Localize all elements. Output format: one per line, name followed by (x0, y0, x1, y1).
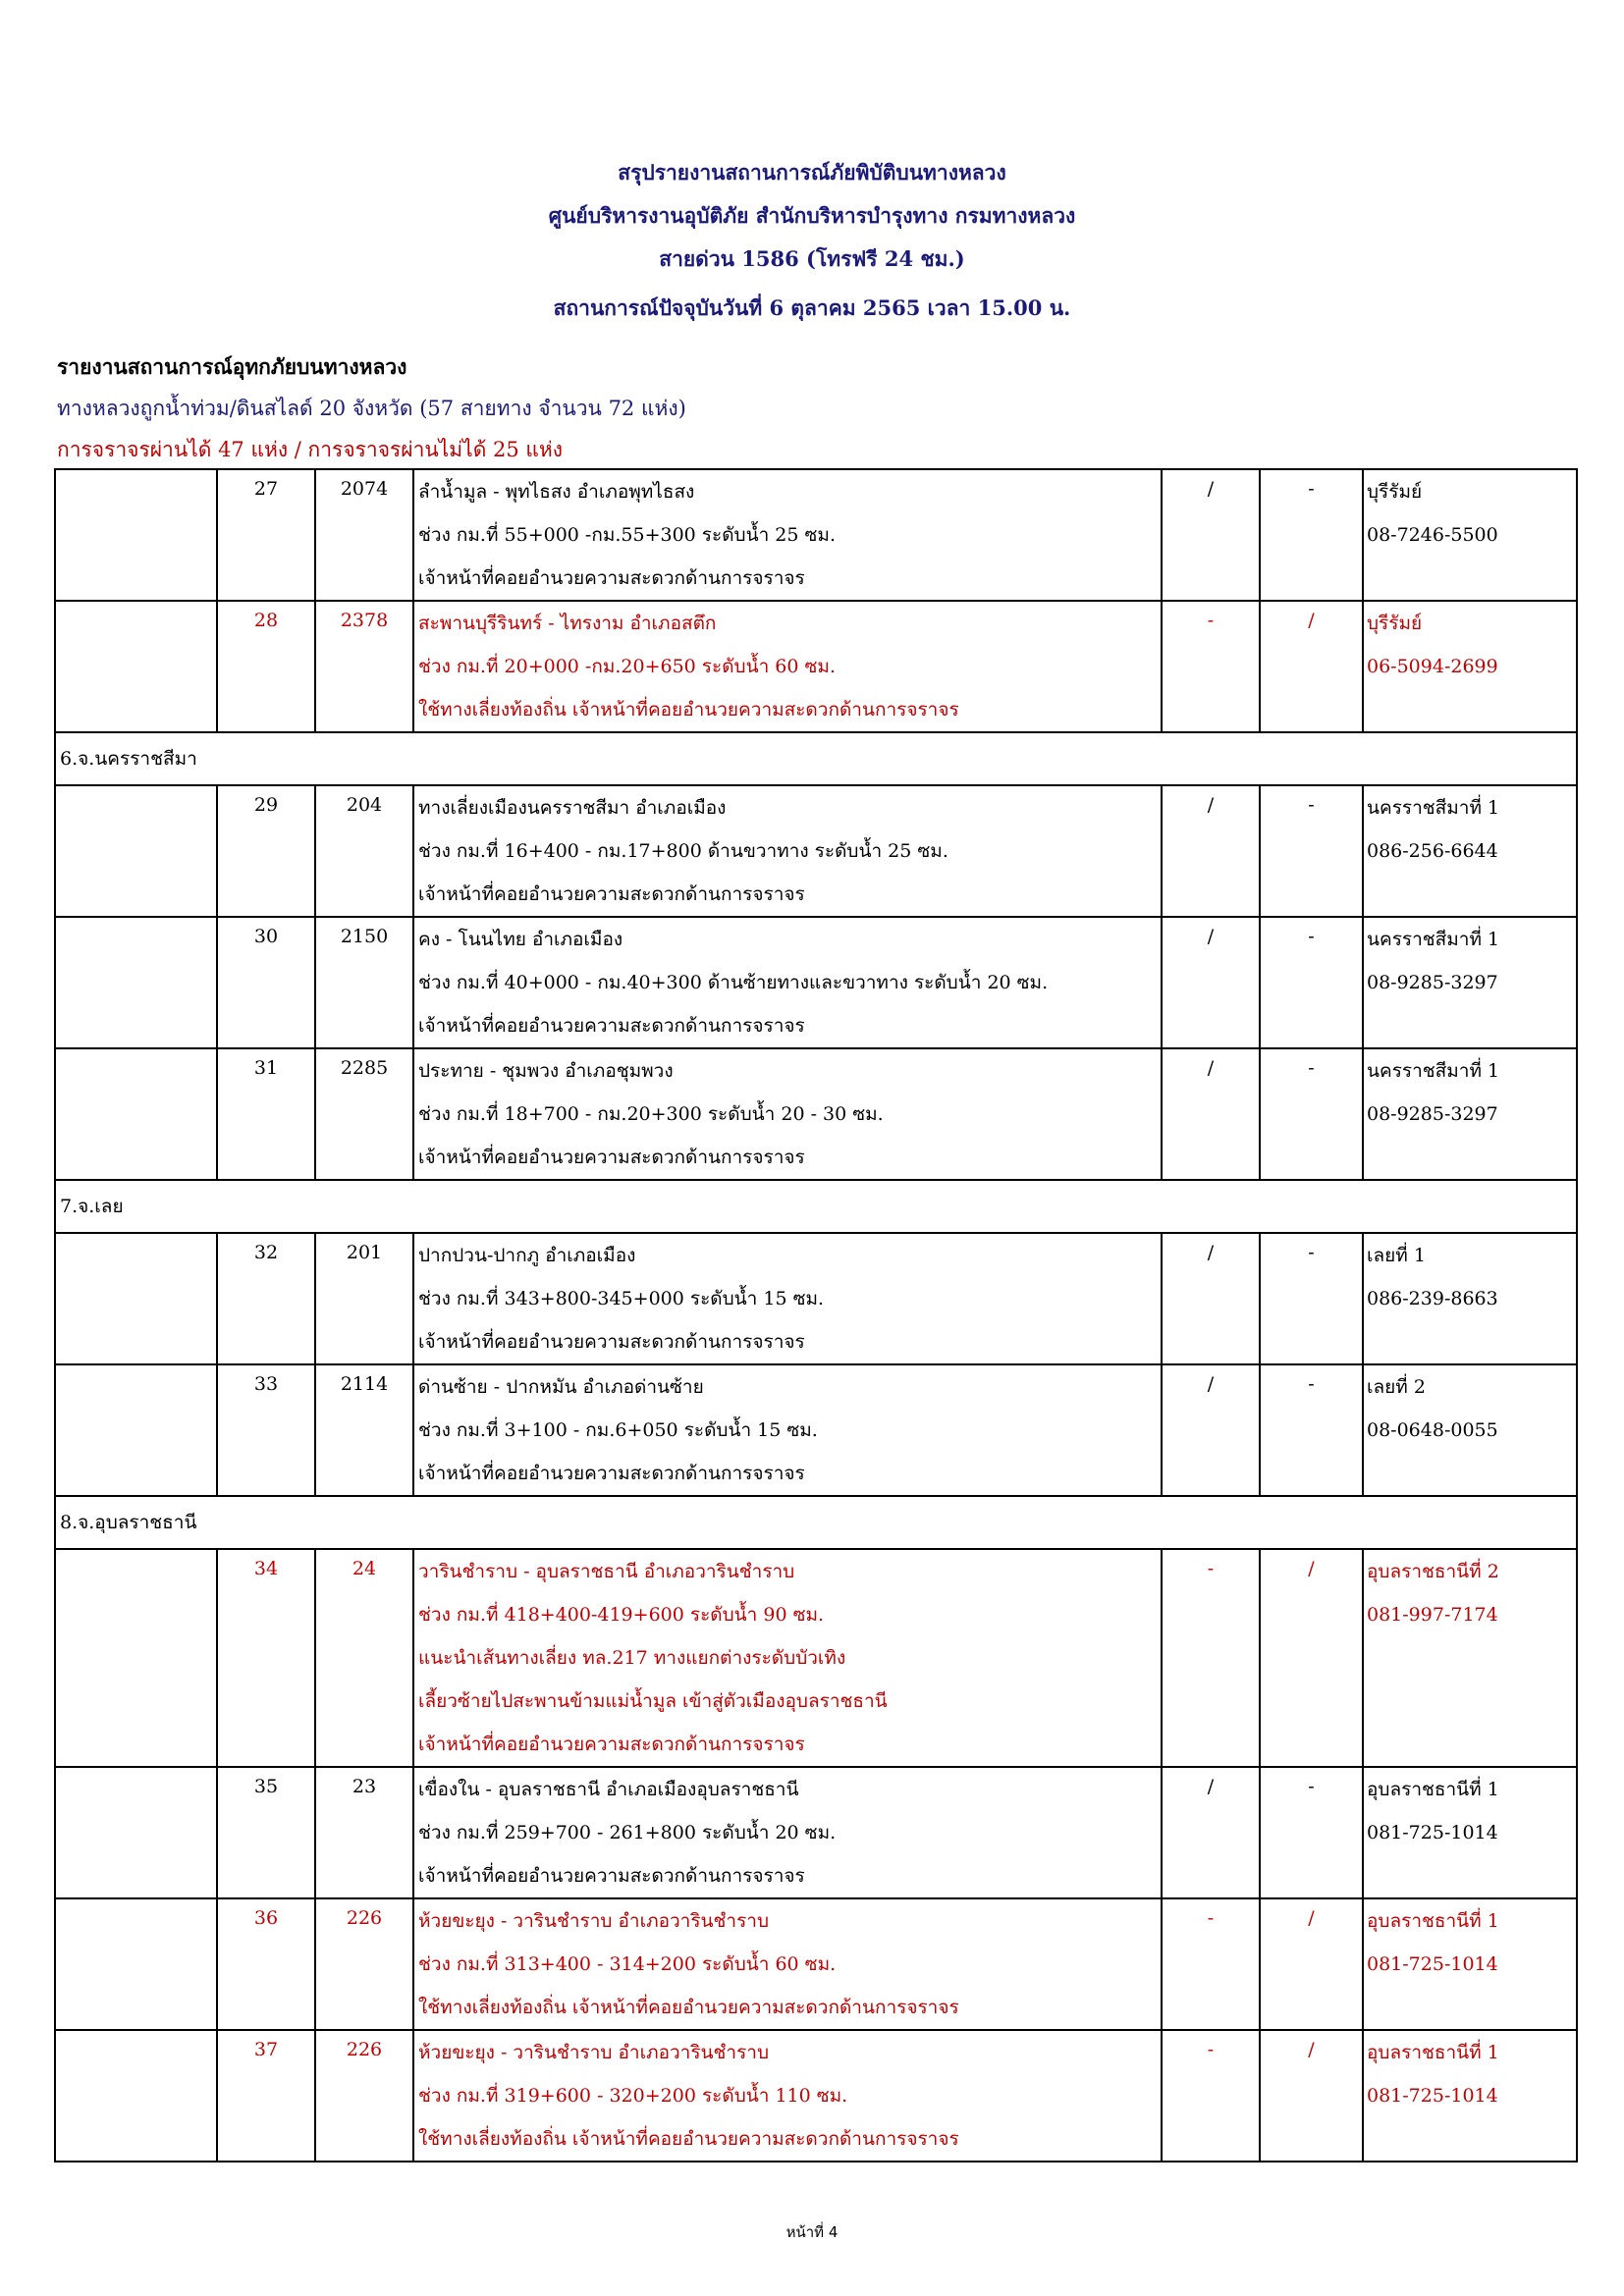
flood-report-table (54, 468, 1578, 2163)
phone-number: 08-9285-3297 (1367, 1103, 1498, 1125)
road-number: 23 (315, 1767, 413, 1898)
item-number: 27 (217, 469, 315, 601)
description-line: ช่วง กม.ที่ 40+000 - กม.40+300 ด้านซ้ายทางและขวาทาง ระดับน้ำ 20 ซม. (418, 972, 1049, 993)
phone-number: 086-256-6644 (1367, 840, 1498, 862)
description-line: ช่วง กม.ที่ 319+600 - 320+200 ระดับน้ำ 110 ซม. (418, 2085, 848, 2107)
passable-mark: - (1162, 1549, 1260, 1767)
passable-mark: - (1162, 2030, 1260, 2162)
table-row (55, 2030, 1577, 2162)
district-office: นครราชสีมาที่ 1 (1367, 797, 1500, 819)
description-line: ลำน้ำมูล - พุทไธสง อำเภอพุทไธสง (418, 481, 695, 503)
description-line: ช่วง กม.ที่ 16+400 - กม.17+800 ด้านขวาทาง ระดับน้ำ 25 ซม. (418, 840, 948, 862)
description-line: คง - โนนไทย อำเภอเมือง (418, 929, 623, 950)
report-title: สรุปรายงานสถานการณ์ภัยพิบัติบนทางหลวง (618, 160, 1006, 185)
province-row (55, 732, 1577, 785)
impassable-mark: / (1260, 1549, 1363, 1767)
description-line: เจ้าหน้าที่คอยอำนวยความสะดวกด้านการจราจร (418, 1865, 805, 1887)
location-description (413, 601, 1162, 732)
impassable-mark: - (1260, 1048, 1363, 1180)
table-row (55, 1364, 1577, 1496)
item-number: 30 (217, 917, 315, 1048)
description-line: เขื่องใน - อุบลราชธานี อำเภอเมืองอุบลราชธานี (418, 1779, 799, 1800)
contact-info (1363, 1048, 1577, 1180)
phone-number: 081-725-1014 (1367, 2085, 1498, 2107)
location-description (413, 1048, 1162, 1180)
phone-number: 086-239-8663 (1367, 1288, 1498, 1309)
item-number: 29 (217, 785, 315, 917)
impassable-mark: / (1260, 2030, 1363, 2162)
district-office: เลยที่ 1 (1367, 1245, 1426, 1266)
item-number: 33 (217, 1364, 315, 1496)
description-line: เจ้าหน้าที่คอยอำนวยความสะดวกด้านการจราจร (418, 1331, 805, 1353)
contact-info (1363, 1364, 1577, 1496)
page-number: หน้าที่ 4 (785, 2223, 839, 2241)
contact-info (1363, 785, 1577, 917)
passable-mark: / (1162, 469, 1260, 601)
report-organization: ศูนย์บริหารงานอุบัติภัย สำนักบริหารบำรุงทาง กรมทางหลวง (548, 203, 1076, 228)
description-line: ช่วง กม.ที่ 313+400 - 314+200 ระดับน้ำ 60 ซม. (418, 1953, 837, 1975)
description-line: ช่วง กม.ที่ 20+000 -กม.20+650 ระดับน้ำ 60 ซม. (418, 656, 836, 677)
description-line: ใช้ทางเลี่ยงท้องถิ่น เจ้าหน้าที่คอยอำนวยความสะดวกด้านการจราจร (418, 1997, 959, 2018)
table-row (55, 917, 1577, 1048)
item-number: 31 (217, 1048, 315, 1180)
table-row (55, 1233, 1577, 1364)
blank-cell (55, 1549, 217, 1767)
contact-info (1363, 1767, 1577, 1898)
impassable-mark: - (1260, 1233, 1363, 1364)
item-number: 32 (217, 1233, 315, 1364)
location-description (413, 1364, 1162, 1496)
phone-number: 081-725-1014 (1367, 1822, 1498, 1843)
passable-mark: / (1162, 785, 1260, 917)
summary-affected: ทางหลวงถูกน้ำท่วม/ดินสไลด์ 20 จังหวัด (57 สายทาง จำนวน 72 แห่ง) (57, 397, 686, 420)
item-number: 34 (217, 1549, 315, 1767)
table-row (55, 1048, 1577, 1180)
district-office: นครราชสีมาที่ 1 (1367, 1060, 1500, 1082)
item-number: 28 (217, 601, 315, 732)
description-line: ด่านซ้าย - ปากหมัน อำเภอด่านซ้าย (418, 1376, 704, 1398)
blank-cell (55, 917, 217, 1048)
description-line: ใช้ทางเลี่ยงท้องถิ่น เจ้าหน้าที่คอยอำนวยความสะดวกด้านการจราจร (418, 2128, 959, 2150)
road-number: 204 (315, 785, 413, 917)
district-office: นครราชสีมาที่ 1 (1367, 929, 1500, 950)
district-office: อุบลราชธานีที่ 1 (1367, 1779, 1499, 1800)
description-line: ทางเลี่ยงเมืองนครราชสีมา อำเภอเมือง (418, 797, 727, 819)
description-line: สะพานบุรีรินทร์ - ไทรงาม อำเภอสตึก (418, 613, 717, 634)
description-line: ช่วง กม.ที่ 418+400-419+600 ระดับน้ำ 90 ซม. (418, 1604, 825, 1626)
description-line: เจ้าหน้าที่คอยอำนวยความสะดวกด้านการจราจร (418, 883, 805, 905)
location-description (413, 1549, 1162, 1767)
district-office: บุรีรัมย์ (1367, 613, 1423, 634)
description-line: แนะนำเส้นทางเลี่ยง ทล.217 ทางแยกต่างระดับบัวเทิง (418, 1647, 846, 1669)
contact-info (1363, 2030, 1577, 2162)
location-description (413, 785, 1162, 917)
passable-mark: - (1162, 1898, 1260, 2030)
description-line: ใช้ทางเลี่ยงท้องถิ่น เจ้าหน้าที่คอยอำนวยความสะดวกด้านการจราจร (418, 699, 959, 721)
description-line: ช่วง กม.ที่ 18+700 - กม.20+300 ระดับน้ำ 20 - 30 ซม. (418, 1103, 884, 1125)
passable-mark: / (1162, 917, 1260, 1048)
location-description (413, 917, 1162, 1048)
summary-title: รายงานสถานการณ์อุทกภัยบนทางหลวง (57, 354, 407, 379)
table-row (55, 601, 1577, 732)
district-office: บุรีรัมย์ (1367, 481, 1423, 503)
description-line: เจ้าหน้าที่คอยอำนวยความสะดวกด้านการจราจร (418, 567, 805, 589)
passable-mark: / (1162, 1048, 1260, 1180)
phone-number: 081-725-1014 (1367, 1953, 1498, 1975)
district-office: อุบลราชธานีที่ 2 (1367, 1561, 1499, 1582)
location-description (413, 1898, 1162, 2030)
province-label: 6.จ.นครราชสีมา (55, 732, 1577, 785)
description-line: ช่วง กม.ที่ 3+100 - กม.6+050 ระดับน้ำ 15 ซม. (418, 1419, 818, 1441)
road-number: 2378 (315, 601, 413, 732)
description-line: ปากปวน-ปากภู อำเภอเมือง (418, 1245, 636, 1266)
description-line: เจ้าหน้าที่คอยอำนวยความสะดวกด้านการจราจร (418, 1734, 805, 1755)
road-number: 2285 (315, 1048, 413, 1180)
table-row (55, 1898, 1577, 2030)
blank-cell (55, 1898, 217, 2030)
description-line: เจ้าหน้าที่คอยอำนวยความสะดวกด้านการจราจร (418, 1463, 805, 1484)
item-number: 35 (217, 1767, 315, 1898)
impassable-mark: / (1260, 601, 1363, 732)
province-row (55, 1180, 1577, 1233)
description-line: วารินชำราบ - อุบลราชธานี อำเภอวารินชำราบ (418, 1561, 795, 1582)
description-line: ช่วง กม.ที่ 259+700 - 261+800 ระดับน้ำ 20 ซม. (418, 1822, 837, 1843)
item-number: 37 (217, 2030, 315, 2162)
road-number: 226 (315, 1898, 413, 2030)
description-line: ช่วง กม.ที่ 55+000 -กม.55+300 ระดับน้ำ 25 ซม. (418, 524, 836, 546)
district-office: อุบลราชธานีที่ 1 (1367, 2042, 1499, 2063)
blank-cell (55, 469, 217, 601)
phone-number: 08-7246-5500 (1367, 524, 1498, 546)
phone-number: 06-5094-2699 (1367, 656, 1498, 677)
passable-mark: / (1162, 1364, 1260, 1496)
phone-number: 081-997-7174 (1367, 1604, 1498, 1626)
location-description (413, 1767, 1162, 1898)
location-description (413, 469, 1162, 601)
blank-cell (55, 1233, 217, 1364)
location-description (413, 2030, 1162, 2162)
table-row (55, 785, 1577, 917)
blank-cell (55, 2030, 217, 2162)
description-line: ช่วง กม.ที่ 343+800-345+000 ระดับน้ำ 15 ซม. (418, 1288, 825, 1309)
description-line: เจ้าหน้าที่คอยอำนวยความสะดวกด้านการจราจร (418, 1015, 805, 1037)
table-row (55, 469, 1577, 601)
description-line: ประทาย - ชุมพวง อำเภอชุมพวง (418, 1060, 674, 1082)
description-line: ห้วยขะยุง - วารินชำราบ อำเภอวารินชำราบ (418, 2042, 770, 2063)
contact-info (1363, 1549, 1577, 1767)
district-office: เลยที่ 2 (1367, 1376, 1426, 1398)
contact-info (1363, 917, 1577, 1048)
contact-info (1363, 469, 1577, 601)
contact-info (1363, 1898, 1577, 2030)
province-row (55, 1496, 1577, 1549)
hotline: สายด่วน 1586 (โทรฟรี 24 ชม.) (659, 246, 965, 271)
blank-cell (55, 1767, 217, 1898)
location-description (413, 1233, 1162, 1364)
passable-mark: / (1162, 1233, 1260, 1364)
road-number: 2150 (315, 917, 413, 1048)
report-datetime: สถานการณ์ปัจจุบันวันที่ 6 ตุลาคม 2565 เวลา 15.00 น. (553, 295, 1071, 320)
impassable-mark: / (1260, 1898, 1363, 2030)
description-line: เจ้าหน้าที่คอยอำนวยความสะดวกด้านการจราจร (418, 1147, 805, 1168)
passable-mark: / (1162, 1767, 1260, 1898)
impassable-mark: - (1260, 785, 1363, 917)
impassable-mark: - (1260, 469, 1363, 601)
blank-cell (55, 1048, 217, 1180)
table-row (55, 1549, 1577, 1767)
table-row (55, 1767, 1577, 1898)
contact-info (1363, 601, 1577, 732)
province-label: 7.จ.เลย (55, 1180, 1577, 1233)
phone-number: 08-0648-0055 (1367, 1419, 1498, 1441)
district-office: อุบลราชธานีที่ 1 (1367, 1910, 1499, 1932)
road-number: 2074 (315, 469, 413, 601)
blank-cell (55, 785, 217, 917)
impassable-mark: - (1260, 1364, 1363, 1496)
summary-traffic: การจราจรผ่านได้ 47 แห่ง / การจราจรผ่านไม่ได้ 25 แห่ง (57, 438, 564, 461)
impassable-mark: - (1260, 917, 1363, 1048)
contact-info (1363, 1233, 1577, 1364)
impassable-mark: - (1260, 1767, 1363, 1898)
passable-mark: - (1162, 601, 1260, 732)
road-number: 24 (315, 1549, 413, 1767)
road-number: 2114 (315, 1364, 413, 1496)
road-number: 226 (315, 2030, 413, 2162)
description-line: เลี้ยวซ้ายไปสะพานข้ามแม่น้ำมูล เข้าสู่ตัวเมืองอุบลราชธานี (418, 1690, 888, 1712)
blank-cell (55, 601, 217, 732)
phone-number: 08-9285-3297 (1367, 972, 1498, 993)
road-number: 201 (315, 1233, 413, 1364)
description-line: ห้วยขะยุง - วารินชำราบ อำเภอวารินชำราบ (418, 1910, 770, 1932)
province-label: 8.จ.อุบลราชธานี (55, 1496, 1577, 1549)
blank-cell (55, 1364, 217, 1496)
item-number: 36 (217, 1898, 315, 2030)
